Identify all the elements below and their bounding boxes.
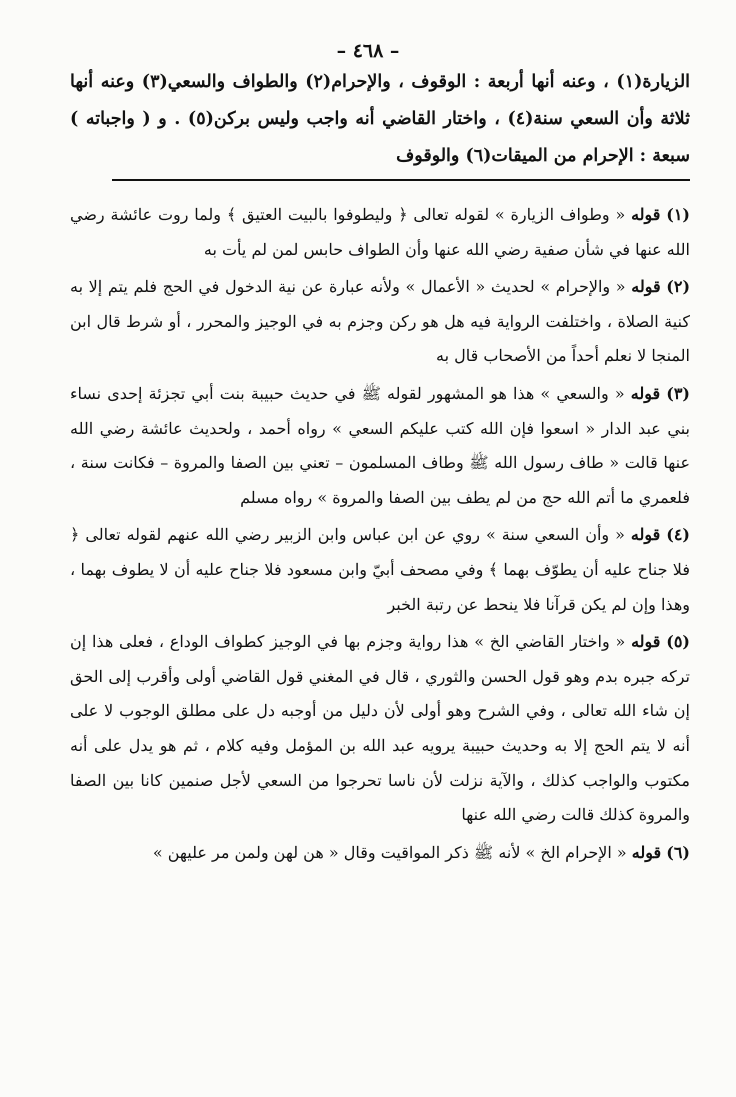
footnote-text: « وأن السعي سنة » روي عن ابن عباس وابن الزبير رضي الله عنهم لقوله تعالى ﴿ فلا جناح عليه أن يطوّف بهما ﴾ وفي مصحف أبيّ وابن مسعود فلا جناح عليه أن لا يطوف بهما ، وهذا وإن لم يكن قرآنا فلا ينحط عن رتبة الخبر bbox=[70, 525, 690, 614]
footnote-6 bbox=[70, 836, 690, 871]
footnote-marker: (٤) bbox=[666, 525, 690, 545]
page-number: – ٤٦٨ – bbox=[336, 40, 400, 62]
footnote-keyword: قوله bbox=[631, 277, 661, 297]
footnote-text: « واختار القاضي الخ » هذا رواية وجزم بها في الوجيز كطواف الوداع ، فعلى هذا إن تركه جبره بدم وهو قول الحسن والثوري ، قال في المغني قول القاضي أولى وأقرب إلى الحق إن شاء الله تعالى ، وفي الشرح وهو أولى لأن دليل من أوجبه دل على مطلق الوجوب لا على أنه لا يتم الحج إلا به وحديث حبيبة يرويه عبد الله بن المؤمل وفيه كلام ، ثم هو يدل على أنه مكتوب والواجب كذلك ، والآية نزلت لأن ناسا تحرجوا من السعي لأجل صنمين كانا بين الصفا والمروة كذلك قالت رضي الله عنها bbox=[70, 632, 691, 825]
footnote-5 bbox=[70, 625, 690, 833]
footnote-marker: (٥) bbox=[666, 632, 690, 652]
footnote-marker: (٢) bbox=[666, 277, 691, 297]
footnote-marker: (١) bbox=[666, 205, 690, 224]
footnote-keyword: قوله bbox=[630, 383, 661, 403]
footnote-text: « والإحرام » لحديث « الأعمال » ولأنه عبارة عن نية الدخول في الحج فلم يتم إلا به كنية الصلاة ، واختلفت الرواية فيه هل هو ركن وجزم به في الوجيز والمحرر ، أو شرط قال ابن المنجا لا نعلم أحداً من الأصحاب قال به bbox=[70, 277, 690, 366]
footnote-keyword: قوله bbox=[631, 205, 661, 224]
footnote-1 bbox=[70, 198, 690, 267]
main-text-block bbox=[70, 64, 690, 175]
footnote-marker: (٣) bbox=[666, 383, 690, 403]
footnote-keyword: قوله bbox=[631, 632, 661, 652]
footnote-text: « والسعي » هذا هو المشهور لقوله ﷺ في حديث حبيبة بنت أبي تجزئة إحدى نساء بني عبد الدار « اسعوا فإن الله كتب عليكم السعي » رواه أحمد ، ولحديث عائشة رضي الله عنها قالت « طاف رسول الله ﷺ وطاف المسلمون – تعني بين الصفا والمروة – فكانت سنة ، فلعمري ما أتم الله حج من لم يطف بين الصفا والمروة » رواه مسلم bbox=[70, 383, 690, 507]
footnote-keyword: قوله bbox=[630, 525, 661, 545]
main-paragraph: الزيارة(١) ، وعنه أنها أربعة : الوقوف ، والإحرام(٢) والطواف والسعي(٣) وعنه أنها ثلاثة وأن السعي سنة(٤) ، واختار القاضي أنه واجب وليس بركن(٥) . و ( واجباته ) سبعة : الإحرام من الميقات(٦) والوقوف bbox=[70, 72, 691, 166]
footnote-3 bbox=[70, 377, 690, 515]
footnote-2 bbox=[70, 270, 690, 374]
footnote-keyword: قوله bbox=[631, 842, 662, 862]
footnote-text: « الإحرام الخ » لأنه ﷺ ذكر المواقيت وقال « هن لهن ولمن مر عليهن » bbox=[152, 842, 627, 862]
footnote-divider bbox=[112, 179, 690, 181]
footnotes-section bbox=[70, 198, 690, 873]
footnote-4 bbox=[70, 518, 690, 622]
footnote-text: « وطواف الزيارة » لقوله تعالى ﴿ وليطوفوا بالبيت العتيق ﴾ ولما روت عائشة رضي الله عنها في شأن صفية رضي الله عنها وأن الطواف حابس لمن لم يأت به bbox=[70, 205, 690, 259]
footnote-marker: (٦) bbox=[666, 842, 690, 862]
